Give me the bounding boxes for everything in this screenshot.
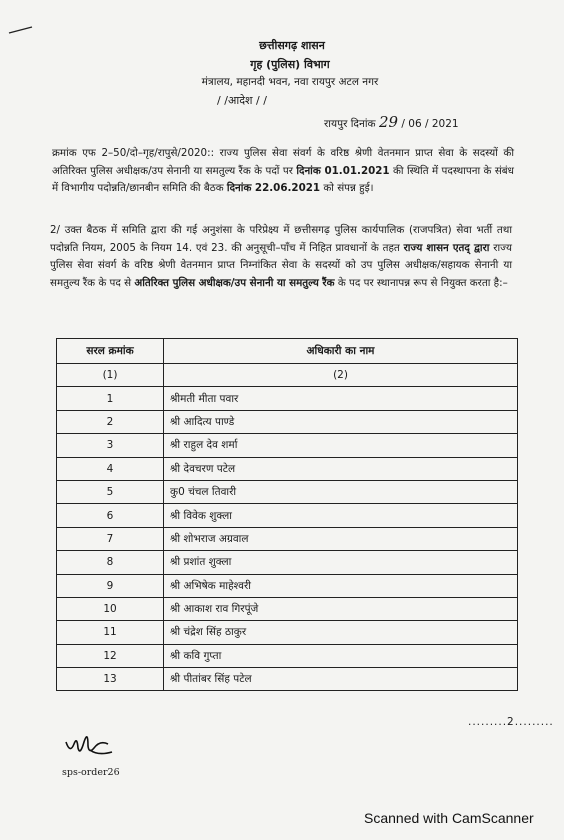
officer-name-cell: श्री आकाश राव गिरपूंजे (164, 597, 518, 620)
col-name-header: अधिकारी का नाम (164, 339, 518, 364)
col-serial-header: सरल क्रमांक (57, 339, 164, 364)
government-title: छत्तीसगढ़ शासन (259, 39, 325, 52)
officer-name-cell: श्री चंद्रेश सिंह ठाकुर (164, 621, 518, 644)
serial-cell: 13 (57, 668, 164, 691)
serial-cell: 7 (57, 527, 164, 550)
signature-icon (64, 728, 114, 758)
table-row (57, 457, 518, 480)
serial-cell: 3 (57, 434, 164, 457)
officer-name-cell: श्री पीतांबर सिंह पटेल (164, 668, 518, 691)
para2-bold-b: अतिरिक्त पुलिस अधीक्षक/उप सेनानी या समतुल्य रैंक (134, 276, 335, 289)
serial-cell: 1 (57, 387, 164, 410)
officer-name-cell: श्री विवेक शुक्ला (164, 504, 518, 527)
officer-name-cell: श्री देवचरण पटेल (164, 457, 518, 480)
serial-cell: 11 (57, 621, 164, 644)
para2-text-a: 2/ उक्त बैठक में समिति द्वारा की गई अनुशंसा के परिप्रेक्ष्य में छत्तीसगढ़ पुलिस कार्यपालिक (राजपत्रित) सेवा भर्ती तथा पदोन्नति नियम, 2005 के नियम 14. एवं 23. की अनुसूची–पाँच में निहित प्रावधानों के तहत (50, 224, 512, 254)
table-row (57, 597, 518, 620)
officer-name-cell: श्री प्रशांत शुक्ला (164, 551, 518, 574)
para1-bold-a: दिनांक 01.01.2021 (296, 164, 390, 177)
officer-name-cell: श्री राहुल देव शर्मा (164, 434, 518, 457)
serial-cell: 12 (57, 644, 164, 667)
table-row (57, 527, 518, 550)
para2-text-c: के पद पर स्थानापन्न रूप से नियुक्त करता है:– (334, 276, 508, 289)
table-row (57, 387, 518, 410)
officer-name-cell: श्री आदित्य पाण्डे (164, 410, 518, 433)
para1-bold-b: दिनांक 22.06.2021 (226, 182, 321, 194)
para1-text-c: को संपन्न हुई। (320, 182, 374, 194)
table-row (57, 551, 518, 574)
table-row (57, 410, 518, 433)
office-address: मंत्रालय, महानदी भवन, नवा रायपुर अटल नगर (201, 76, 379, 88)
para2-text-b: राज्य पुलिस सेवा संवर्ग के वरिष्ठ श्रेणी वेतनमान प्राप्त निम्नांकित सेवा के सदस्यों को उप पुलिस अधीक्षक/सहायक सेनानी या समतुल्य रैंक के पद से (50, 241, 512, 289)
table-subheader-row (57, 364, 518, 387)
order-heading: / /आदेश / / (217, 94, 267, 107)
table-row (57, 621, 518, 644)
page-continuation: .........2......... (468, 716, 554, 728)
serial-cell: 10 (57, 597, 164, 620)
serial-cell: 9 (57, 574, 164, 597)
table-row (57, 504, 518, 527)
serial-cell: 5 (57, 480, 164, 503)
serial-cell: 2 (57, 410, 164, 433)
para1-text-b: की स्थिति में पदस्थापना के संबंध में विभागीय पदोन्नति/छानबीन समिति की बैठक (52, 164, 514, 194)
department-title: गृह (पुलिस) विभाग (250, 58, 330, 71)
date-prefix: रायपुर दिनांक (324, 118, 376, 130)
paragraph-2 (50, 222, 512, 292)
officer-table (56, 338, 518, 691)
serial-cell: 8 (57, 551, 164, 574)
date-rest: / 06 / 2021 (401, 118, 459, 130)
table-row (57, 480, 518, 503)
date-day: 29 (378, 113, 399, 131)
table-row (57, 644, 518, 667)
scanner-watermark: Scanned with CamScanner (364, 810, 534, 826)
table-row (57, 574, 518, 597)
officer-name-cell: श्री शोभराज अग्रवाल (164, 527, 518, 550)
officer-name-cell: श्री कवि गुप्ता (164, 644, 518, 667)
paragraph-1 (52, 145, 514, 198)
table-header-row (57, 339, 518, 364)
col-serial-index: (1) (57, 364, 164, 387)
officer-name-cell: कु0 चंचल तिवारी (164, 480, 518, 503)
table-row (57, 668, 518, 691)
officer-name-cell: श्रीमती मीता पवार (164, 387, 518, 410)
order-reference: sps-order26 (62, 767, 120, 778)
serial-cell: 4 (57, 457, 164, 480)
officer-name-cell: श्री अभिषेक माहेश्वरी (164, 574, 518, 597)
para2-bold-a: राज्य शासन एतद् द्वारा (403, 241, 490, 254)
pen-mark-icon (8, 26, 34, 34)
serial-cell: 6 (57, 504, 164, 527)
table-row (57, 434, 518, 457)
para1-text-a: क्रमांक एफ 2–50/दो–गृह/रापुसे/2020:: राज्य पुलिस सेवा संवर्ग के वरिष्ठ श्रेणी वेतनमान प्राप्त सेवा के सदस्यों की अतिरिक्त पुलिस अधीक्षक/उप सेनानी या समतुल्य रैंक के पदों पर (52, 147, 514, 177)
col-name-index: (2) (164, 364, 518, 387)
order-date (324, 113, 459, 131)
